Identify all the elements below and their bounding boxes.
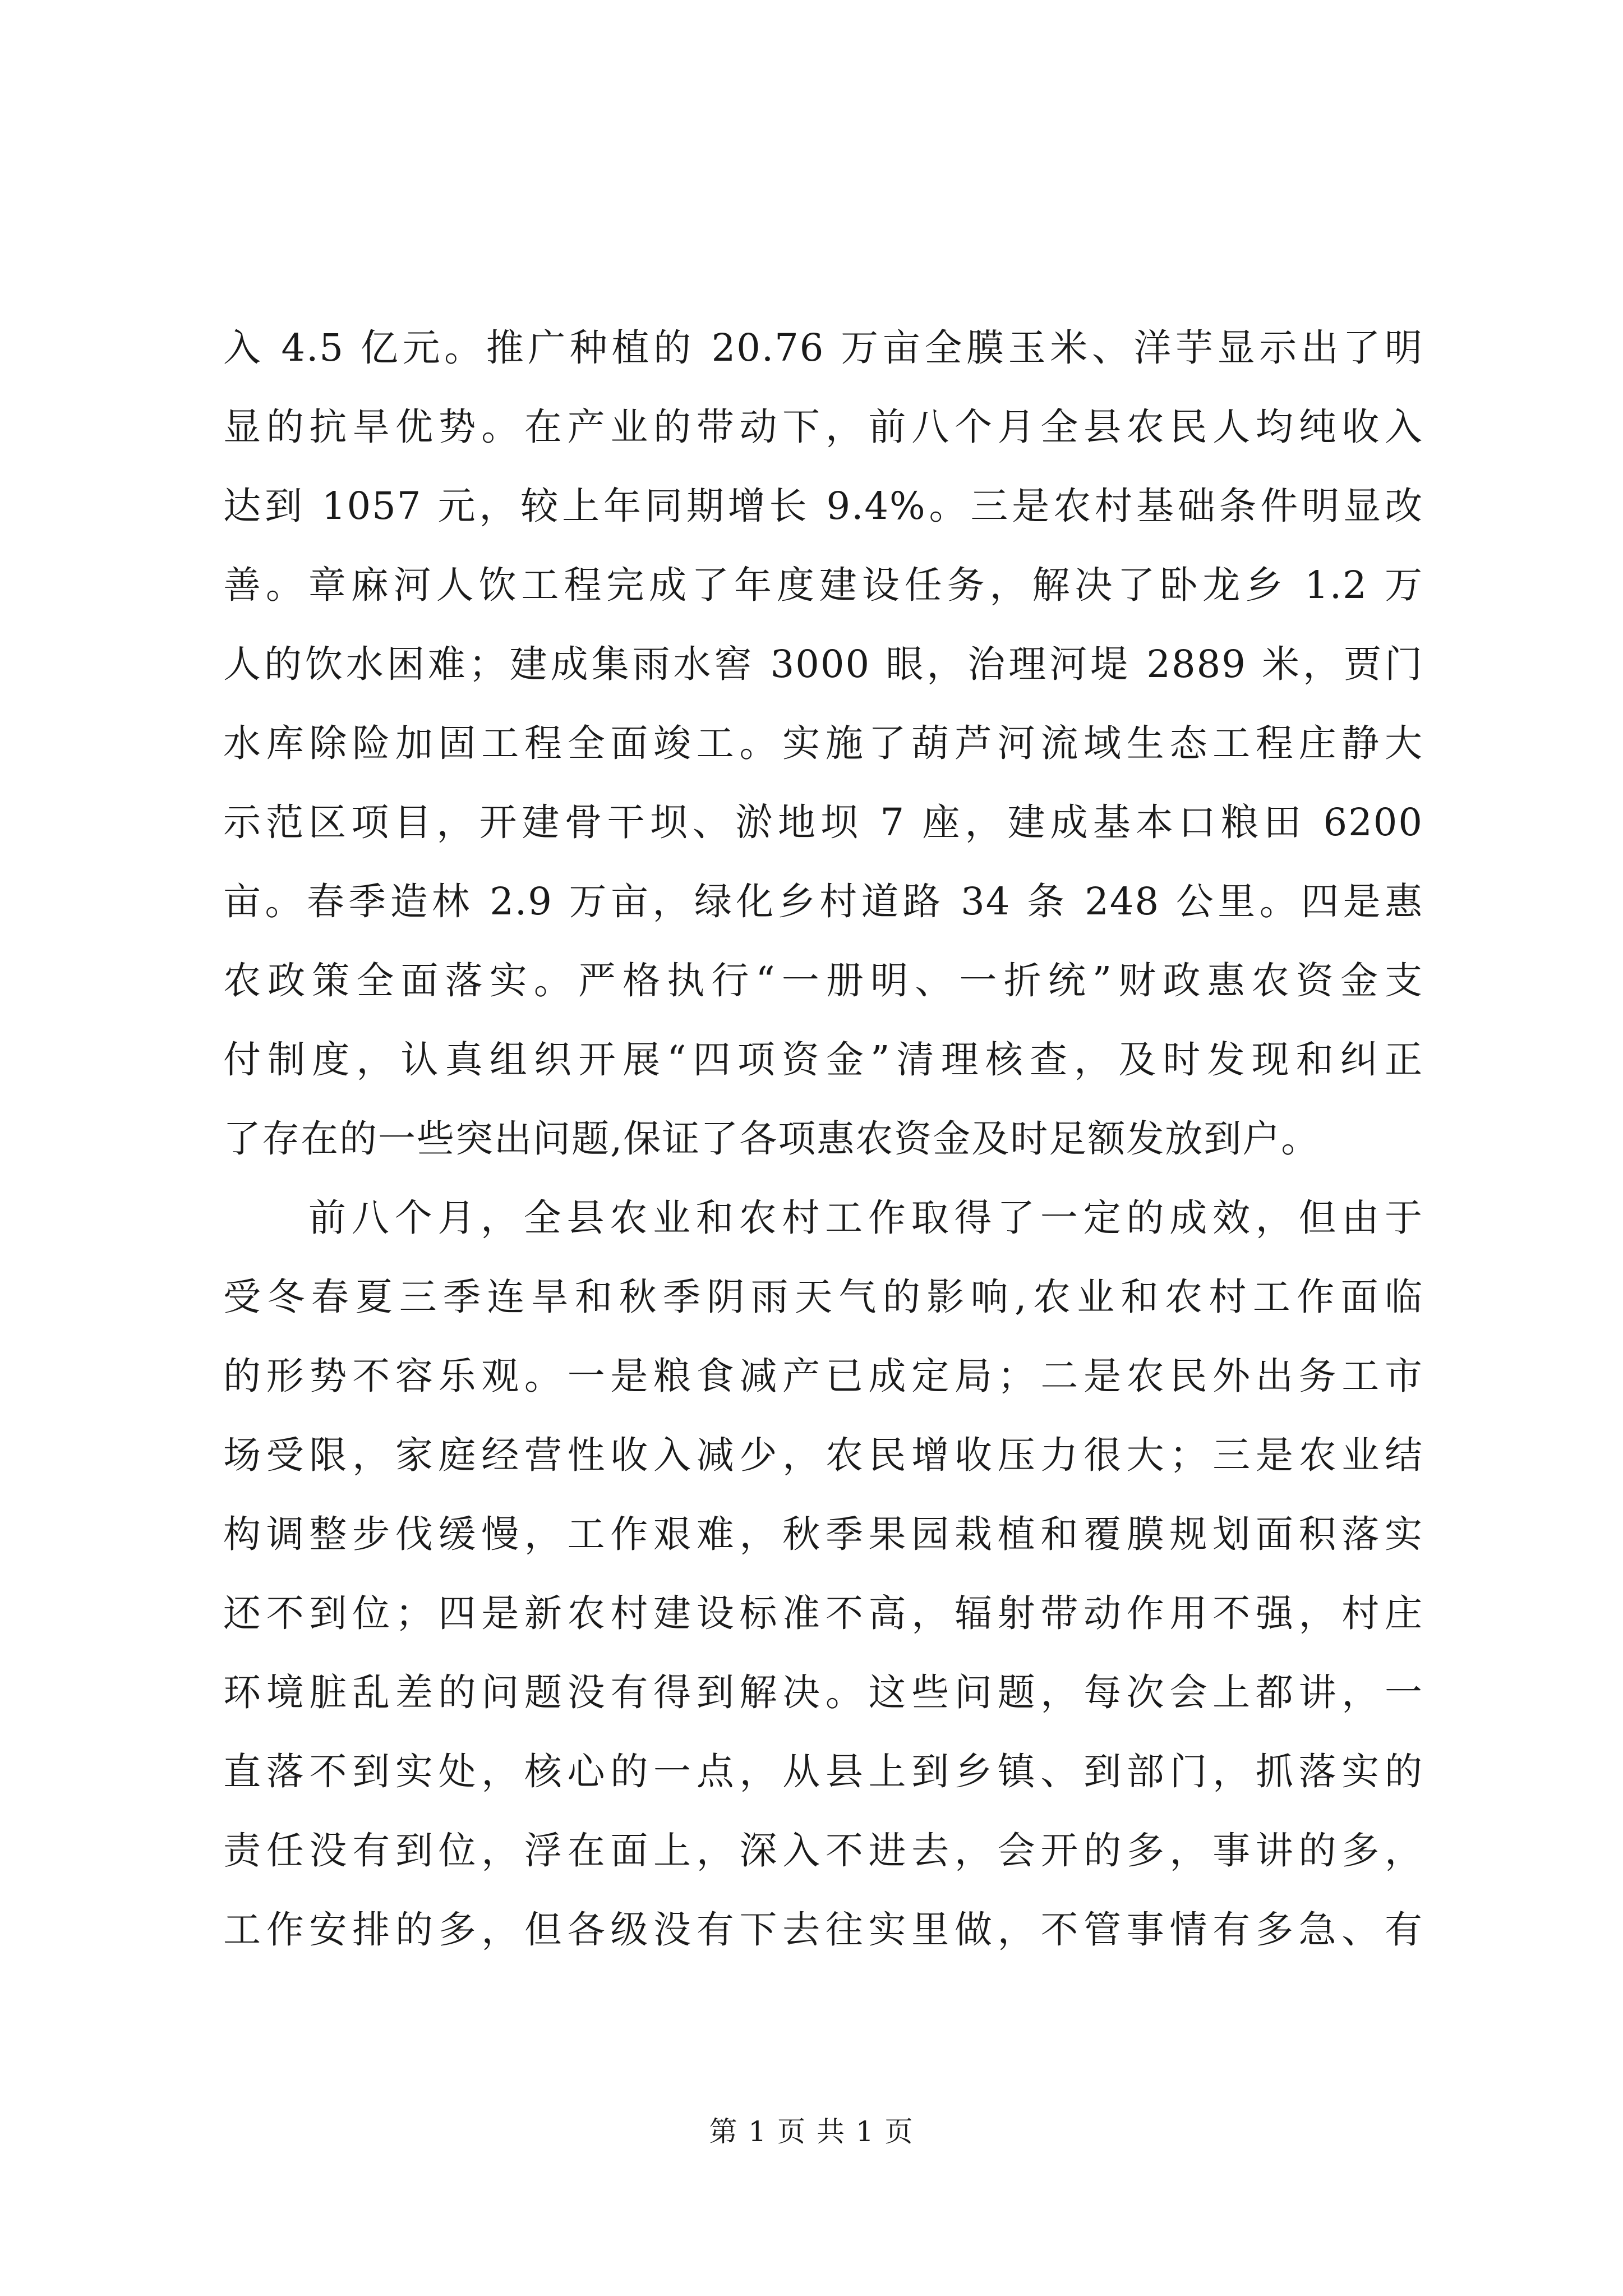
text-line: 场受限，家庭经营性收入减少，农民增收压力很大；三是农业结 [223, 1433, 1423, 1477]
text-line: 示范区项目，开建骨干坝、淤地坝 7 座，建成基本口粮田 6200 [223, 800, 1423, 844]
text-line: 付制度，认真组织开展“四项资金”清理核查，及时发现和纠正 [223, 1038, 1423, 1082]
text-line: 还不到位；四是新农村建设标准不高，辐射带动作用不强，村庄 [223, 1591, 1423, 1635]
text-line: 直落不到实处，核心的一点，从县上到乡镇、到部门，抓落实的 [223, 1750, 1423, 1793]
text-line: 工作安排的多，但各级没有下去往实里做，不管事情有多急、有 [223, 1908, 1423, 1952]
text-line: 入 4.5 亿元。推广种植的 20.76 万亩全膜玉米、洋芋显示出了明 [223, 326, 1423, 370]
text-line: 构调整步伐缓慢，工作艰难，秋季果园栽植和覆膜规划面积落实 [223, 1512, 1423, 1556]
text-line: 环境脏乱差的问题没有得到解决。这些问题，每次会上都讲，一 [223, 1671, 1423, 1714]
text-line: 水库除险加固工程全面竣工。实施了葫芦河流域生态工程庄静大 [223, 721, 1423, 765]
text-line: 显的抗旱优势。在产业的带动下，前八个月全县农民人均纯收入 [223, 405, 1423, 449]
text-line: 人的饮水困难；建成集雨水窖 3000 眼，治理河堤 2889 米，贾门 [223, 642, 1423, 686]
paragraph-first-line: 前八个月，全县农业和农村工作取得了一定的成效，但由于 [308, 1196, 1423, 1240]
text-line: 受冬春夏三季连旱和秋季阴雨天气的影响,农业和农村工作面临 [223, 1275, 1423, 1319]
text-line: 善。章麻河人饮工程完成了年度建设任务，解决了卧龙乡 1.2 万 [223, 563, 1423, 607]
document-body [223, 309, 1423, 1970]
text-line: 责任没有到位，浮在面上，深入不进去，会开的多，事讲的多， [223, 1829, 1423, 1872]
text-line: 的形势不容乐观。一是粮食减产已成定局；二是农民外出务工市 [223, 1354, 1423, 1398]
text-line: 农政策全面落实。严格执行“一册明、一折统”财政惠农资金支 [223, 959, 1423, 1002]
page-number-footer: 第 1 页 共 1 页 [709, 2115, 914, 2148]
paragraph-end-line: 了存在的一些突出问题,保证了各项惠农资金及时足额发放到户。 [223, 1117, 1320, 1161]
text-line: 达到 1057 元，较上年同期增长 9.4%。三是农村基础条件明显改 [223, 484, 1423, 528]
text-line: 亩。春季造林 2.9 万亩，绿化乡村道路 34 条 248 公里。四是惠 [223, 880, 1423, 923]
